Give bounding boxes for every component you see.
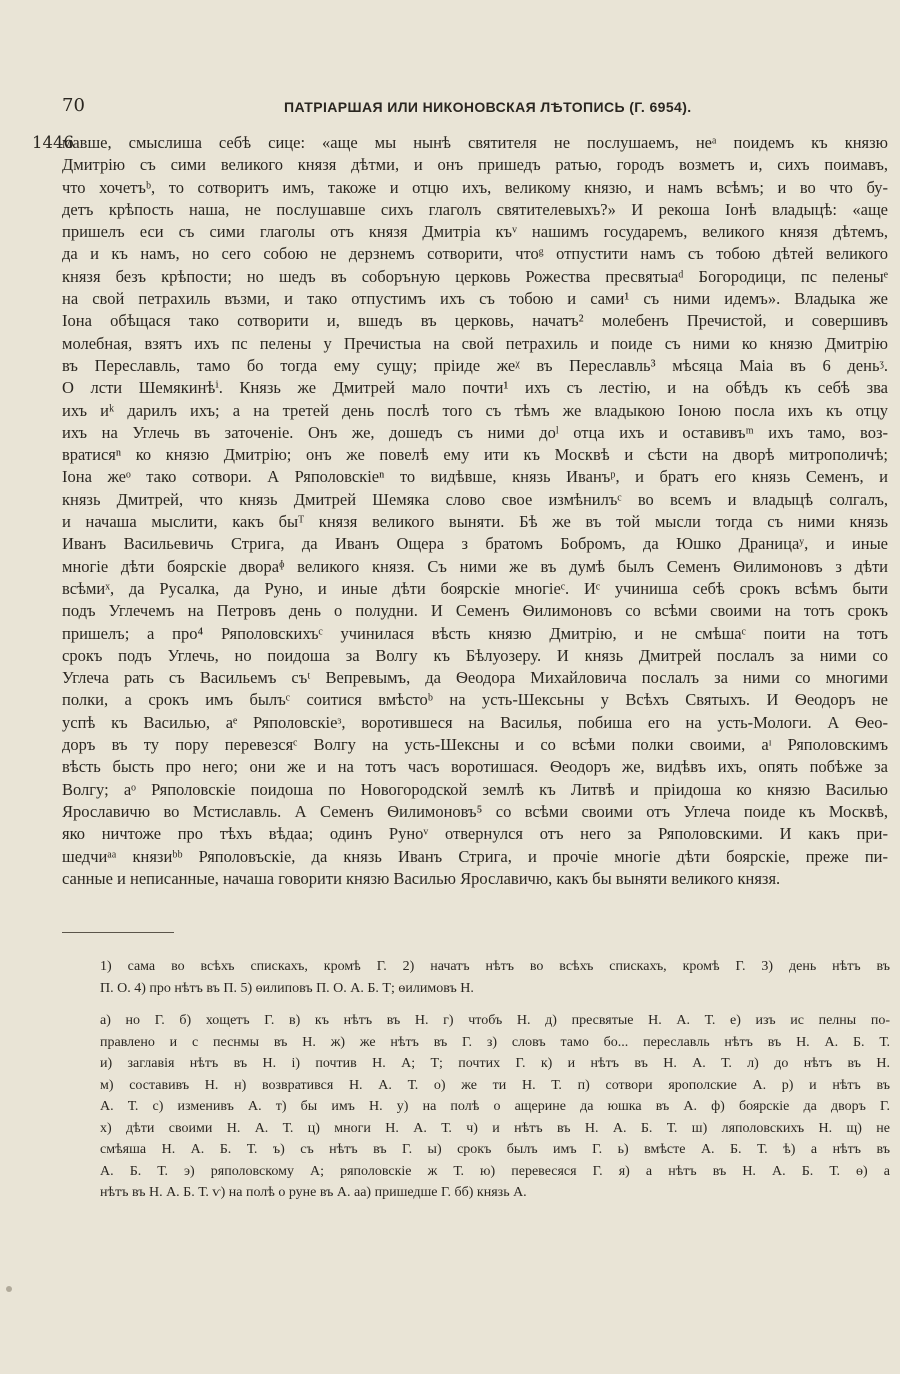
text-line: молебная, взятъ ихъ пс пелены у Пречистыа на свой петрахиль и поиде съ ними ко князю Дмитрію xyxy=(62,333,888,353)
chronicle-text xyxy=(62,132,888,890)
text-line: шедчиᵃᵃ князиᵇᵇ Ряполовъскіе, да князь Иванъ Стрига, и прочіе многіе дѣти боярскіе, преже пи- xyxy=(62,846,888,866)
text-line: въ Переславль, тамо бо тогда ему сущу; пріиде жеᵡ въ Переславль³ мѣсяца Маіа въ 6 деньᶾ. xyxy=(62,355,888,375)
numbered-footnotes xyxy=(100,956,890,999)
text-line: Іона жеᵒ тако сотвори. А Ряполовскіеⁿ то видѣвше, князь Иванъᵖ, и братъ его князь Семенъ, и xyxy=(62,467,888,487)
text-line: князь Дмитрей, что князь Дмитрей Шемяка слово свое измѣнилъᶜ во всемъ и владыцѣ солгалъ, xyxy=(62,489,888,509)
page-number: 70 xyxy=(62,95,85,116)
text-line: ихъ иᵏ дарилъ ихъ; а на третей день послѣ того съ тѣмъ же владыкою Іоною посла ихъ къ отцу xyxy=(62,400,888,420)
text-line: доръ въ ту пору перевезсяᶜ Волгу на усть-Шексны и со всѣми полки своими, аᶦ Ряполовскимъ xyxy=(62,735,888,755)
footnote-line: смѣяша Н. А. Б. Т. ъ) съ нѣтъ въ Г. ы) срокъ былъ имъ Г. ь) вмѣсте А. Б. Т. ѣ) а нѣтъ въ xyxy=(100,1142,890,1157)
footnote-line: правлено и с песнмы въ Н. ж) же нѣтъ въ Г. з) словъ тамо бо... переславль нѣтъ въ Н. А. Б. Т. xyxy=(100,1034,890,1050)
footnote-line: нѣтъ въ Н. А. Б. Т. ѵ) на полѣ о руне въ А. аа) пришедше Г. бб) князь А. xyxy=(100,1185,527,1200)
text-line: вратисяⁿ ко князю Дмитрію; онъ же повелѣ ему ити къ Москвѣ и сѣсти на дворѣ митрополичѣ; xyxy=(62,445,888,465)
paper-spot xyxy=(6,1286,12,1292)
text-line: князя безъ крѣпости; но шедъ въ соборъную церковь Рожества пресвятыаᵈ Богородици, пс пеленыᵉ xyxy=(62,266,888,286)
text-line: мавше, смыслиша себѣ сице: «аще мы нынѣ святителя не послушаемъ, неᵃ поидемъ къ князю xyxy=(62,133,888,152)
running-title: ПАТРІАРШАЯ ИЛИ НИКОНОВСКАЯ ЛѢТОПИСЬ (Г. 6954). xyxy=(284,99,692,115)
variant-readings-footnotes xyxy=(100,1010,890,1204)
text-line: санные и неписанные, начаша говорити князю Василью Ярославичю, какъ бы выняти великого князя. xyxy=(62,868,781,888)
text-line: и начаша мыслити, какъ быᵀ князя великого выняти. Бѣ же въ той мысли тогда съ ними князь xyxy=(62,512,888,532)
text-line: пришелъ еси съ сими глаголы отъ князя Дмитріа къᵛ нашимъ государемъ, великого князя дѣтемъ, xyxy=(62,222,888,242)
text-line: Дмитрію съ сими великого князя дѣтми, и онъ пришедъ ратью, городъ возметъ и, сихъ поимавъ, xyxy=(62,155,888,175)
text-line: ихъ на Углечь въ заточеніе. Онъ же, дошедъ съ ними доˡ отца ихъ и оставивъᵐ ихъ тамо, воз- xyxy=(62,422,888,442)
margin-year: 1446 xyxy=(32,133,74,152)
text-line: срокъ подъ Углечь, но поидоша за Волгу къ Бѣлуозеру. И князь Дмитрей послалъ за ними со xyxy=(62,645,888,665)
text-line: О лсти Шемякинѣⁱ. Князь же Дмитрей мало почти¹ ихъ съ лестію, и на обѣдъ къ себѣ зва xyxy=(62,378,888,398)
text-line: Углеча рать съ Васильемъ съᵗ Вепревымъ, да Ѳеодора Михайловича послалъ за ними со многими xyxy=(62,668,888,688)
text-line: подъ Углечемъ на Петровъ день о полудни. И Семенъ Ѳилимоновъ со всѣми своими на тотъ срокъ xyxy=(62,601,888,621)
text-line: всѣмиˣ, да Русалка, да Руно, и иные дѣти боярскіе многіеᶜ. Иᶜ учиниша себѣ срокъ всѣмъ быти xyxy=(62,578,888,598)
footnote-line: 1) сама во всѣхъ спискахъ, кромѣ Г. 2) начатъ нѣтъ во всѣхъ спискахъ, кромѣ Г. 3) день нѣтъ въ xyxy=(100,959,890,974)
footnote-line: а) но Г. б) хощетъ Г. в) къ нѣтъ въ Н. г) чтобъ Н. д) пресвятые Н. А. Т. е) изъ ис пелны по- xyxy=(100,1013,890,1028)
footnote-line: А. Б. Т. э) ряполовскому А; ряполовскіе ж Т. ю) перевесяся Г. я) а нѣтъ въ Н. А. Б. Т. ѳ) а xyxy=(100,1163,890,1179)
text-line: Іона обѣщася тако сотворити и, вшедъ въ церковь, начатъ² молебенъ Пречистой, и совершивъ xyxy=(62,311,888,331)
text-line: Ярославичю во Мстиславль. А Семенъ Ѳилимоновъ⁵ со всѣми своими отъ Углеча поиде къ Москвѣ, xyxy=(62,801,888,821)
text-line: на свой петрахиль възми, и тако отпустимъ ихъ съ тобою и сами¹ съ ними идемъ». Владыка же xyxy=(62,289,888,309)
footnote-rule xyxy=(62,932,174,933)
text-line: детъ крѣпость наша, не послушавше сихъ глаголъ святителевыхъ?» И рекоша Іонѣ владыцѣ: «аще xyxy=(62,199,888,219)
footnote-line: П. О. 4) про нѣтъ въ П. 5) ѳилиповъ П. О. А. Б. Т; ѳилимовъ Н. xyxy=(100,980,474,996)
footnote-line: А. Т. с) изменивъ А. т) бы имъ Н. у) на полѣ о ащерине да юшка въ А. ф) боярскіе да дворъ Г. xyxy=(100,1099,890,1114)
footnote-line: м) составивъ Н. н) возвратився Н. А. Т. о) же ти Н. Т. п) сотвори ярополские А. р) и нѣтъ въ xyxy=(100,1077,890,1093)
text-line: успѣ къ Василью, аᵉ Ряполовскіеᵌ, воротившеся на Василья, побиша его на усть-Мологи. А Ѳео- xyxy=(62,712,888,732)
text-line: Иванъ Васильевичь Стрига, да Иванъ Ощера з братомъ Бобромъ, да Юшко Драницаʸ, и иные xyxy=(62,534,888,554)
text-line: вѣсть бысть про него; они же и на тотъ часъ воротишася. Ѳеодоръ же, видѣвъ ихъ, опять побѣже за xyxy=(62,757,888,777)
text-line: яко ничтоже про тѣхъ вѣдаа; одинъ Руноᵛ отвернулся отъ него за Ряполовскими. И какъ при- xyxy=(62,824,888,844)
text-line: Волгу; аᵒ Ряполовскіе поидоша по Новогородской землѣ къ Литвѣ и пріидоша ко князю Василью xyxy=(62,779,888,799)
text-line: да и къ намъ, но сего собою не дерзнемъ сотворити, чтоᵍ отпустити намъ съ тобою дѣтей великого xyxy=(62,244,888,264)
text-line: полки, а срокъ имъ былъᶜ соитися вмѣстоᵇ на усть-Шексьны у Всѣхъ Святыхъ. И Ѳеодоръ не xyxy=(62,690,888,710)
footnote-line: и) заглавія нѣтъ въ Н. і) почтив Н. А; Т; почтих Г. к) и нѣтъ въ Н. А. Т. л) до нѣтъ въ Н. xyxy=(100,1056,890,1071)
footnote-line: х) дѣти своими Н. А. Т. ц) многи Н. А. Т. ч) и нѣтъ въ Н. А. Б. Т. ш) ляполовскихъ Н. щ) не xyxy=(100,1120,890,1136)
text-line: пришелъ; а про⁴ Ряполовскихъᶜ учинилася вѣсть князю Дмитрію, и не смѣшаᶜ поити на тотъ xyxy=(62,623,888,643)
text-line: что хочетъᵇ, то сотворитъ имъ, такоже и отцю ихъ, великому князю, и намъ всѣмъ; и во что бу- xyxy=(62,177,888,197)
text-line: многіе дѣти боярскіе двораᶲ великого князя. Съ ними же въ думѣ былъ Семенъ Ѳилимоновъ з дѣти xyxy=(62,556,888,576)
